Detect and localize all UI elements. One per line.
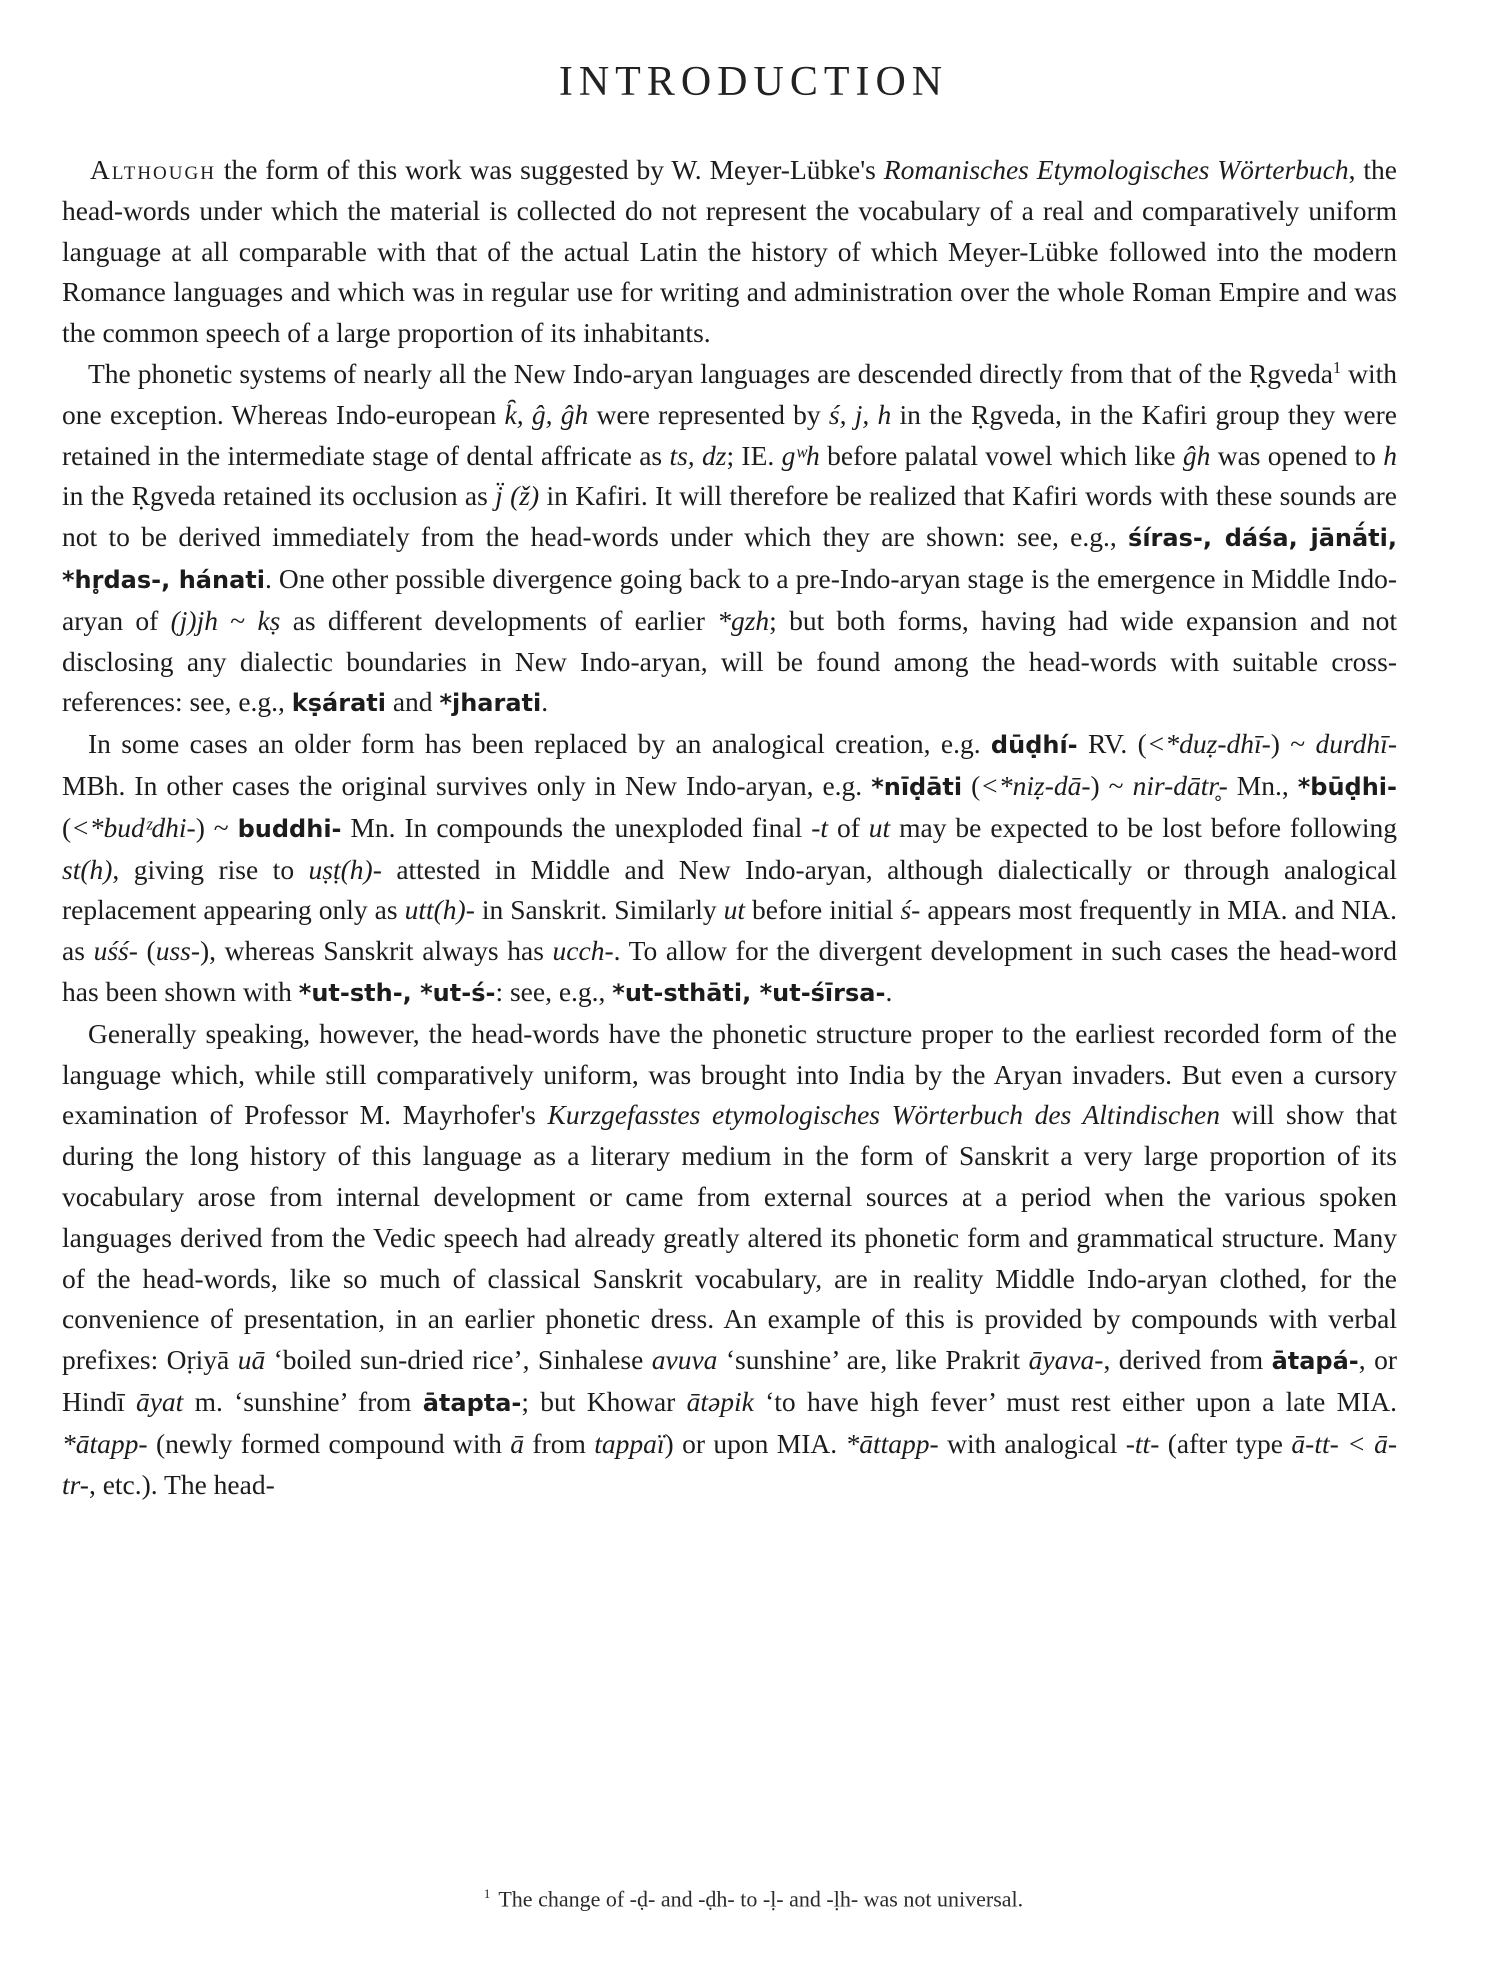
italic-term: nir-dātr̥- <box>1132 769 1228 801</box>
italic-term: ts, dz <box>669 439 727 471</box>
italic-term: (j)jh <box>170 604 218 636</box>
text-run: ) ~ <box>1090 769 1133 801</box>
text-run: , etc.). The head- <box>88 1468 275 1500</box>
text-run: , or Hindī <box>62 1344 1397 1417</box>
footnote-text: The change of -ḍ- and -ḍh- to -ḷ- and -ḷh- was not universal. <box>498 1886 1024 1912</box>
text-run: from <box>524 1427 595 1459</box>
text-run: ‘to have high fever’ must rest either upon a late MIA. <box>753 1385 1397 1417</box>
italic-term: ātəpik <box>686 1385 754 1417</box>
head-word: dūḍhí- <box>990 731 1078 760</box>
text-run: ; but both forms, having had wide expansion and not disclosing any dialectic boundaries in New Indo-aryan, will be found among the head-words with suitable cross-references: see, e.g., <box>62 604 1397 718</box>
text-run: as different developments of earlier <box>280 604 718 636</box>
text-run: , derived from <box>1103 1344 1272 1376</box>
text-run: ) or upon MIA. <box>664 1427 846 1459</box>
text-run: with analogical <box>938 1427 1126 1459</box>
text-run: before initial <box>745 894 901 926</box>
italic-term: <*budᶻdhi- <box>71 811 196 843</box>
italic-term: gʷh <box>781 439 820 471</box>
head-word: ātapta- <box>422 1388 522 1417</box>
text-run: ( <box>962 769 981 801</box>
text-run: In some cases an older form has been replaced by an analogical creation, e.g. <box>88 728 991 760</box>
head-word: *ut-sthāti, *ut-śīrsa- <box>612 978 886 1007</box>
text-run: ) ~ <box>1270 728 1316 760</box>
footnote <box>0 1886 1507 1912</box>
body-text <box>62 150 1397 1505</box>
text-run: MBh. In other cases the original survives only in New Indo-aryan, e.g. <box>62 769 872 801</box>
text-run: ), whereas Sanskrit always has <box>200 935 553 967</box>
text-run: ‘boiled sun-dried rice’, Sinhalese <box>265 1344 652 1376</box>
italic-term: durdhī- <box>1315 728 1397 760</box>
head-word: *jharati <box>439 689 542 718</box>
head-word: kṣárati <box>291 689 386 718</box>
italic-term: ut <box>868 811 891 843</box>
page-title: INTRODUCTION <box>558 59 949 105</box>
italic-term: j̈ (ž) <box>495 480 540 512</box>
paragraph <box>62 150 1397 354</box>
text-run: was opened to <box>1210 439 1384 471</box>
text-run: ) ~ <box>195 811 238 843</box>
footnote-ref: 1 <box>1332 357 1342 377</box>
text-run: ; IE. <box>726 439 782 471</box>
text-run: Mn., <box>1227 769 1298 801</box>
paragraph <box>62 354 1397 724</box>
italic-term: āyat <box>135 1385 184 1417</box>
text-run: The phonetic systems of nearly all the New Indo-aryan languages are descended directly from that of the Ṛgveda <box>88 357 1333 389</box>
text-run: . <box>885 975 893 1007</box>
text-run: , the head-words under which the material is collected do not represent the vocabulary of a real and comparatively uniform language at all comparable with that of the actual Latin the history of which Meyer-Lübke followed into the modern Romance languages and which was in regular use for writing and administration over the whole Roman Empire and was the common speech of a large proportion of its inhabitants. <box>62 154 1397 349</box>
italic-term: h <box>1383 439 1397 471</box>
text-run: : see, e.g., <box>495 975 613 1007</box>
text-run: of <box>828 811 869 843</box>
footnote-number: 1 <box>483 1886 491 1901</box>
italic-term: uśś- <box>93 935 138 967</box>
text-run: Mn. In compounds the unexploded final <box>341 811 812 843</box>
text-run: before palatal vowel which like <box>819 439 1183 471</box>
text-run: were represented by <box>588 398 829 430</box>
italic-term: ut <box>723 894 746 926</box>
italic-term: uss- <box>155 935 200 967</box>
italic-term: -t <box>811 811 828 843</box>
text-run: in the Ṛgveda, in the Kafiri group they were retained in the intermediate stage of dental affricate as <box>62 398 1397 471</box>
text-run: attested in Middle and New Indo-aryan, although dialectically or through analogical replacement appearing only as <box>62 853 1397 926</box>
text-run: ; but Khowar <box>521 1385 687 1417</box>
text-run: (newly formed compound with <box>147 1427 511 1459</box>
text-run: . <box>541 686 549 718</box>
head-word: *būḍhi- <box>1297 772 1397 801</box>
text-run: may be expected to be lost before following <box>890 811 1397 843</box>
text-run: and <box>385 686 440 718</box>
italic-term: uṣṭ(h)- <box>308 853 382 885</box>
italic-term: *āttapp- <box>845 1427 939 1459</box>
text-run: m. ‘sunshine’ from <box>183 1385 423 1417</box>
text-run: will show that during the long history of this language as a literary medium in the form of Sanskrit a very large proportion of its vocabulary arose from internal development or came from external sources at a period when the various spoken languages derived from the Vedic speech had already greatly altered its phonetic form and grammatical structure. Many of the head-words, like so much of classical Sanskrit vocabulary, are in reality Middle Indo-aryan clothed, for the convenience of presentation, in an earlier phonetic dress. An example of this is provided by compounds with verbal prefixes: Oṛiyā <box>62 1099 1397 1376</box>
text-run: . To allow for the divergent development in such cases the head-word has been shown with <box>62 935 1397 1007</box>
italic-term: *ātapp- <box>62 1427 148 1459</box>
lead-word: Although <box>90 154 216 185</box>
head-word: ātapá- <box>1271 1347 1359 1376</box>
text-run: ( <box>62 811 72 843</box>
italic-term: ś, j, h <box>828 398 892 430</box>
italic-term: tappaï <box>594 1427 665 1459</box>
head-word: śíras-, dáśa, jānā́ti, *hr̥das-, hánati <box>62 524 1397 594</box>
head-word: buddhi- <box>237 814 342 843</box>
text-run: the form of this work was suggested by W. Meyer-Lübke's <box>215 154 884 185</box>
text-run: . One other possible divergence going back to a pre-Indo-aryan stage is the emergence in Middle Indo-aryan of <box>62 562 1398 636</box>
italic-term: ā-tt- < ā-tr- <box>62 1427 1397 1500</box>
paragraph <box>62 724 1397 1014</box>
head-word: *ut-sth-, *ut-ś- <box>298 978 496 1007</box>
italic-term: <*duẓ-dhī- <box>1146 728 1271 760</box>
italic-term: <*niẓ-dā- <box>980 769 1091 801</box>
italic-term: utt(h)- <box>404 894 475 926</box>
text-run: ‘sunshine’ are, like Prakrit <box>717 1344 1029 1376</box>
text-run: in the Ṛgveda retained its occlusion as <box>62 480 496 512</box>
italic-term: Romanisches Etymologisches Wörterbuch <box>883 154 1349 185</box>
text-run: in Sanskrit. Similarly <box>474 894 724 926</box>
italic-term: k̑, ĝ, ĝh <box>504 398 589 430</box>
text-run: appears most frequently in MIA. and NIA. as <box>62 894 1397 967</box>
text-run: in Kafiri. It will therefore be realized that Kafiri words with these sounds are not to be derived immediately from the head-words under which they are shown: see, e.g., <box>62 480 1397 553</box>
text-run: ( <box>137 935 156 967</box>
italic-term: avuva <box>651 1344 718 1376</box>
italic-term: āyava- <box>1028 1344 1104 1376</box>
text-run: (after type <box>1159 1427 1292 1459</box>
italic-term: ĝh <box>1182 439 1211 471</box>
text-run: RV. ( <box>1077 728 1147 760</box>
text-run: ~ <box>217 604 258 636</box>
italic-term: st(h) <box>62 853 113 885</box>
text-run: with one exception. Whereas Indo-european <box>62 357 1397 430</box>
italic-term: *gzh <box>717 604 770 636</box>
italic-term: kṣ <box>257 604 281 636</box>
text-run: , giving rise to <box>112 853 309 885</box>
italic-term: ā <box>510 1427 525 1459</box>
italic-term: -tt- <box>1125 1427 1160 1459</box>
text-run: Generally speaking, however, the head-words have the phonetic structure proper to the earliest recorded form of the language which, while still comparatively uniform, was brought into India by the Aryan invaders. But even a cursory examination of Professor M. Mayrhofer's <box>62 1017 1397 1131</box>
italic-term: ś- <box>900 894 921 926</box>
italic-term: uā <box>237 1344 266 1376</box>
italic-term: Kurzgefasstes etymologisches Wörterbuch des Altindischen <box>547 1099 1220 1131</box>
head-word: *nīḍāti <box>871 772 963 801</box>
italic-term: ucch- <box>552 935 614 967</box>
paragraph <box>62 1014 1397 1506</box>
